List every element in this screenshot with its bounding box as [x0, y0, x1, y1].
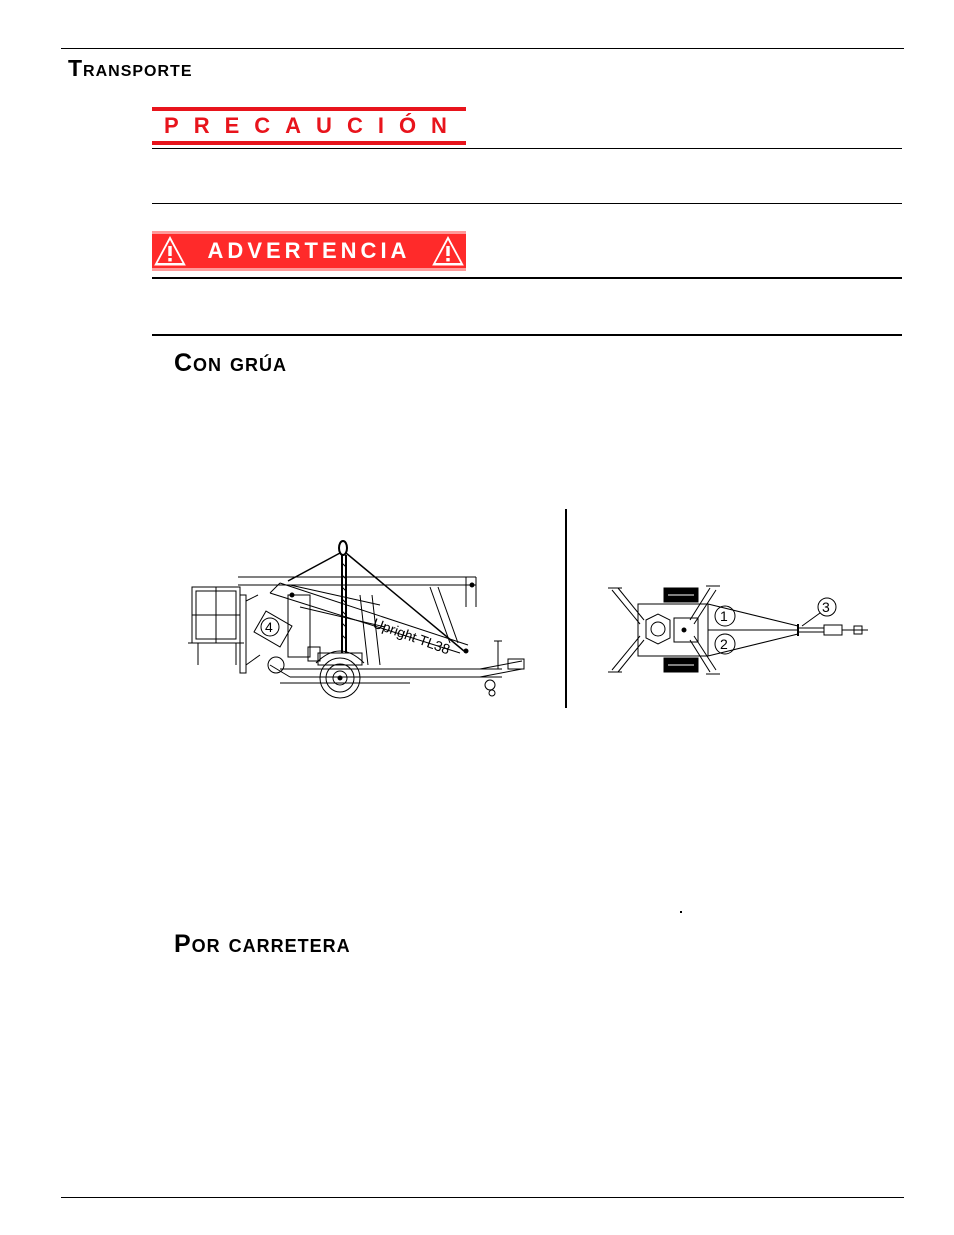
caution-banner [152, 107, 466, 145]
section-title: Transporte [68, 55, 193, 81]
page-bottom-rule [61, 1197, 904, 1198]
model-label: Upright TL38 [370, 614, 453, 658]
figure-divider [565, 509, 567, 708]
trailer-top-view-figure [598, 580, 878, 680]
caution-bottom-rule [152, 203, 902, 204]
caution-label: PRECAUCIÓN [164, 113, 462, 138]
page-top-rule [61, 48, 904, 49]
callout-3: 3 [822, 599, 830, 615]
stray-dot [680, 911, 682, 913]
callout-4: 4 [265, 619, 273, 635]
caution-top-rule [152, 148, 902, 149]
warning-banner [152, 231, 466, 275]
trailer-side-view-figure [180, 535, 540, 705]
callout-2: 2 [720, 636, 728, 652]
warning-bottom-rule [152, 334, 902, 336]
warning-triangle-icon [432, 236, 464, 266]
callout-1: 1 [720, 608, 728, 624]
warning-top-rule [152, 277, 902, 279]
warning-label: ADVERTENCIA [207, 238, 411, 263]
subsection-road-title: Por carretera [174, 930, 351, 958]
subsection-crane-title: Con grúa [174, 349, 287, 377]
